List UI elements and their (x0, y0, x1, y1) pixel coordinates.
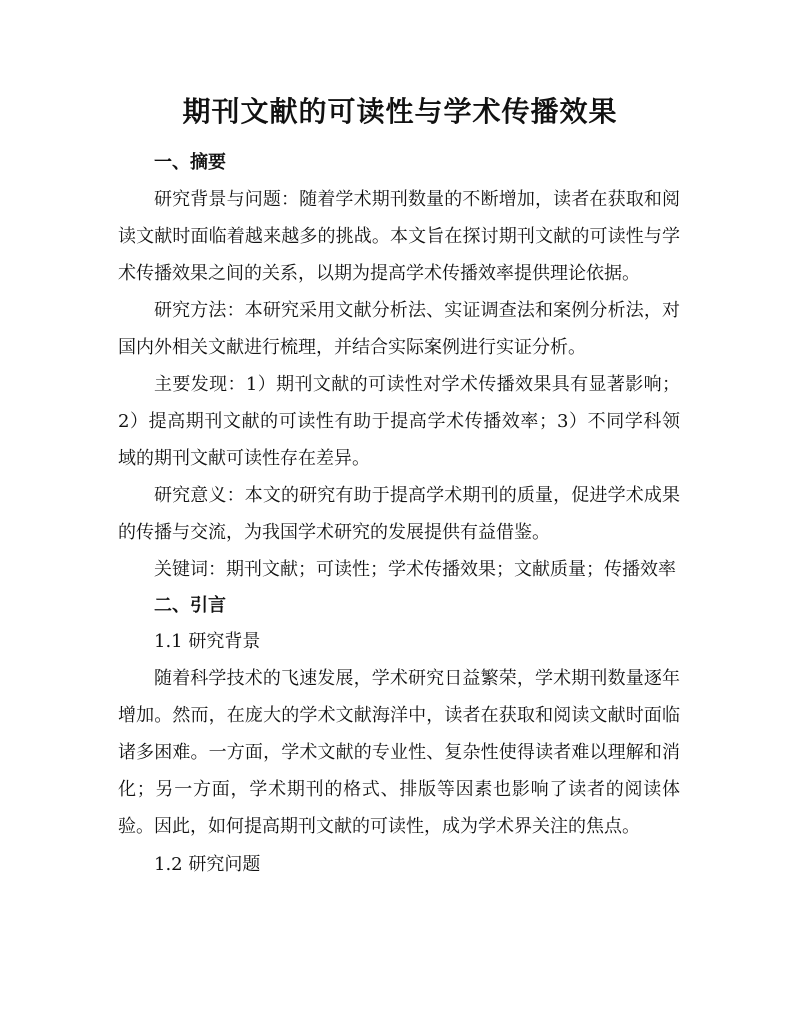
abstract-findings-paragraph: 主要发现：1）期刊文献的可读性对学术传播效果具有显著影响；2）提高期刊文献的可读性有助于提高学术传播效率；3）不同学科领域的期刊文献可读性存在差异。 (118, 374, 680, 469)
research-background-paragraph: 随着科学技术的飞速发展，学术研究日益繁荣，学术期刊数量逐年增加。然而，在庞大的学术文献海洋中，读者在获取和阅读文献时面临诸多困难。一方面，学术文献的专业性、复杂性使得读者难以理解和消化；另一方面，学术期刊的格式、排版等因素也影响了读者的阅读体验。因此，如何提高期刊文献的可读性，成为学术界关注的焦点。 (118, 668, 680, 837)
abstract-significance-paragraph: 研究意义：本文的研究有助于提高学术期刊的质量，促进学术成果的传播与交流，为我国学术研究的发展提供有益借鉴。 (118, 485, 680, 543)
research-question-heading: 1.2 研究问题 (154, 854, 261, 875)
research-background-heading: 1.1 研究背景 (154, 631, 261, 652)
abstract-background-paragraph: 研究背景与问题：随着学术期刊数量的不断增加，读者在获取和阅读文献时面临着越来越多的挑战。本文旨在探讨期刊文献的可读性与学术传播效果之间的关系，以期为提高学术传播效率提供理论依据。 (118, 189, 680, 284)
keywords-paragraph: 关键词：期刊文献；可读性；学术传播效果；文献质量；传播效率 (154, 559, 676, 580)
abstract-method-paragraph: 研究方法：本研究采用文献分析法、实证调查法和案例分析法，对国内外相关文献进行梳理，并结合实际案例进行实证分析。 (118, 300, 680, 358)
document-body (118, 145, 680, 883)
abstract-heading: 一、摘要 (154, 152, 226, 173)
intro-heading: 二、引言 (154, 595, 226, 616)
document-title: 期刊文献的可读性与学术传播效果 (182, 95, 618, 128)
